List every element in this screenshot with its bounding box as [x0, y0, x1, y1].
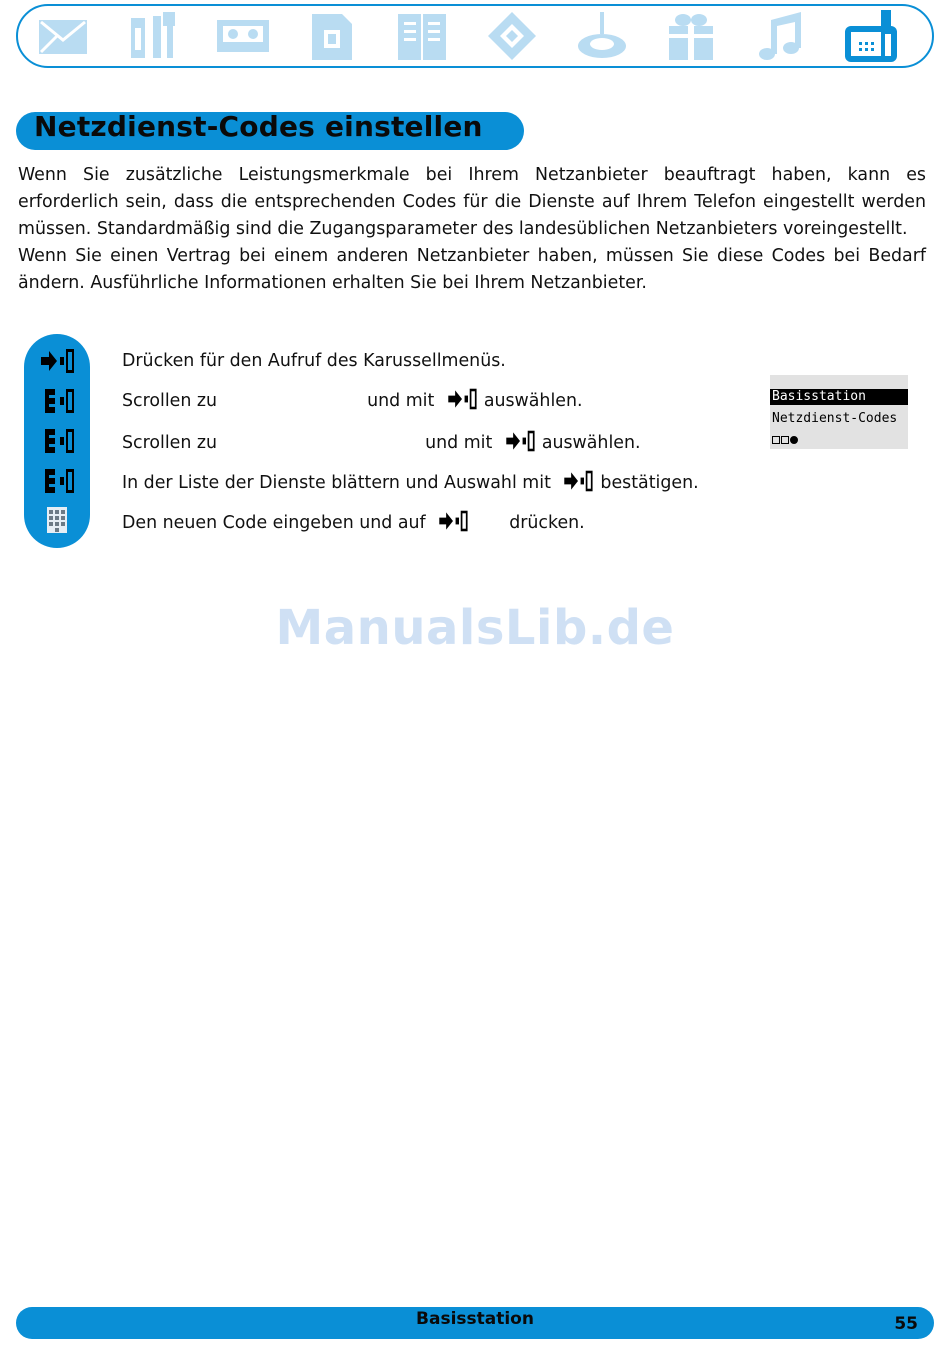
book-icon [391, 7, 453, 65]
phone-book-icon [301, 7, 363, 65]
menu-ok-key-icon [502, 429, 538, 453]
key-column [24, 334, 90, 548]
step-4-post: bestätigen. [600, 473, 699, 493]
envelope-icon [32, 7, 94, 65]
cassette-icon [212, 7, 274, 65]
watermark: ManualsLib.de [275, 600, 675, 656]
base-station-icon [840, 7, 902, 65]
menu-ok-key-icon [38, 346, 76, 376]
tools-icon [122, 7, 184, 65]
step-1 [122, 349, 506, 373]
gift-icon [660, 7, 722, 65]
intro-paragraph-1: Wenn Sie zusätzliche Leistungsmerkmale bei Ihrem Netzanbieter beauftragt haben, kann es erforderlich sein, dass die entsprechenden Codes für die Dienste auf Ihrem Telefon eingestellt werden müssen. Standardmäßig sind die Zugangsparameter des landesüblichen Netzanbieters voreingestellt. [18, 165, 926, 239]
step-2-post: auswählen. [483, 391, 583, 411]
step-4 [122, 469, 699, 495]
page-number: 55 [894, 1314, 918, 1334]
clock-icon [571, 7, 633, 65]
step-3-pre: Scrollen zu [122, 433, 218, 453]
footer-bar [16, 1307, 934, 1339]
step-2-mid: und mit [367, 391, 435, 411]
scroll-key-icon [38, 466, 76, 496]
menu-icon-bar [16, 4, 934, 68]
step-3 [122, 429, 641, 455]
step-4-pre: In der Liste der Dienste blättern und Auswahl mit [122, 473, 551, 493]
step-3-mid: und mit [425, 433, 493, 453]
step-2 [122, 387, 583, 413]
step-1-text: Drücken für den Aufruf des Karussellmenüs. [122, 351, 506, 371]
display-page-indicator [772, 436, 798, 444]
music-icon [750, 7, 812, 65]
page-dot [772, 436, 780, 444]
scroll-key-icon [38, 426, 76, 456]
footer-section-label: Basisstation [416, 1309, 534, 1329]
display-selected-item: Basisstation [770, 389, 908, 405]
step-5-pre: Den neuen Code eingeben und auf [122, 513, 426, 533]
page-dot [781, 436, 789, 444]
display-menu-item: Netzdienst-Codes [772, 411, 898, 426]
handset-display [770, 375, 908, 449]
step-2-pre: Scrollen zu [122, 391, 218, 411]
menu-ok-key-icon [444, 387, 480, 411]
keypad-icon [38, 506, 76, 536]
scroll-key-icon [38, 386, 76, 416]
intro-paragraph-2: Wenn Sie einen Vertrag bei einem anderen Netzanbieter haben, müssen Sie diese Codes bei Bedarf ändern. Ausführliche Informationen erhalten Sie bei Ihrem Netzanbieter. [18, 246, 926, 293]
menu-ok-key-icon [560, 469, 596, 493]
step-5 [122, 509, 585, 535]
page-dot-active [790, 436, 798, 444]
menu-ok-key-icon [435, 509, 471, 533]
step-5-post: drücken. [509, 513, 585, 533]
step-3-post: auswählen. [541, 433, 641, 453]
intro-text [18, 162, 926, 297]
settings-icon [481, 7, 543, 65]
page-title: Netzdienst-Codes einstellen [34, 110, 483, 143]
